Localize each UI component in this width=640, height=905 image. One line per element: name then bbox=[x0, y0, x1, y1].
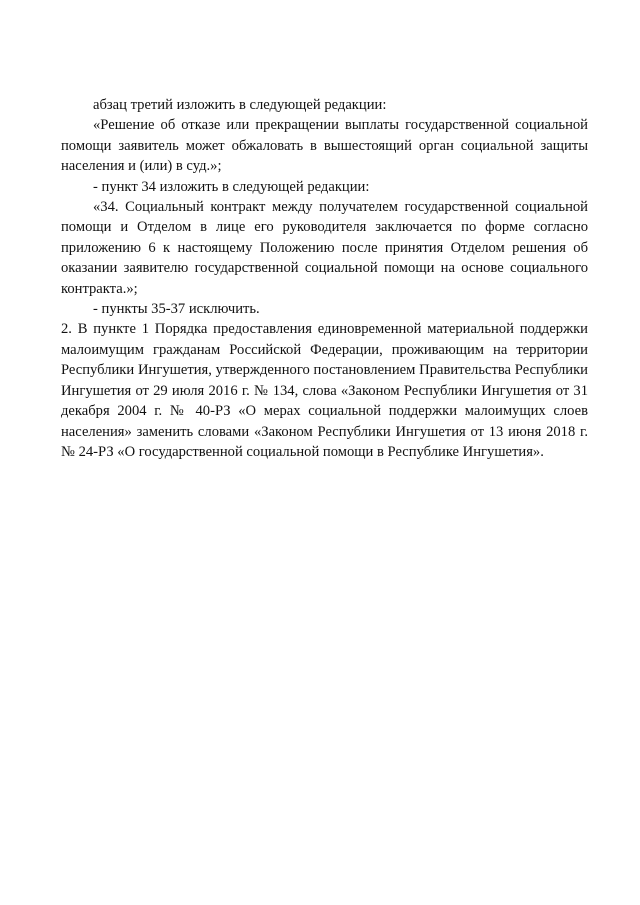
paragraph-quote-refusal-decision: «Решение об отказе или прекращении выплаты государственной социальной помощи заявитель может обжаловать в вышестоящий орган социальной защиты населения и (или) в суд.»; bbox=[61, 117, 588, 175]
paragraph-section-2: 2. В пункте 1 Порядка предоставления единовременной материальной поддержки малоимущим гражданам Российской Федерации, проживающим на территории Республики Ингушетия, утвержденного постановлением Правительства Республики Ингушетия от 29 июля 2016 г. № 134, слова «Законом Республики Ингушетия от 31 декабря 2004 г. № 40-РЗ «О мерах социальной поддержки малоимущих слоев населения» заменить словами «Законом Республики Ингушетия от 13 июня 2018 г. № 24-РЗ «О государственной социальной помощи в Республике Ингушетия». bbox=[61, 321, 588, 460]
document-body bbox=[61, 95, 588, 462]
paragraph-item-34-intro: - пункт 34 изложить в следующей редакции: bbox=[93, 178, 370, 195]
paragraph-items-35-37-exclude: - пункты 35-37 исключить. bbox=[93, 301, 260, 318]
paragraph-quote-social-contract: «34. Социальный контракт между получателем государственной социальной помощи и Отделом в лице его руководителя заключается по форме согласно приложению 6 к настоящему Положению после принятия Отделом решения об оказании заявителю государственной социальной помощи на основе социального контракта.»; bbox=[61, 199, 588, 297]
paragraph-intro-third-abzac: абзац третий изложить в следующей редакции: bbox=[93, 97, 387, 113]
